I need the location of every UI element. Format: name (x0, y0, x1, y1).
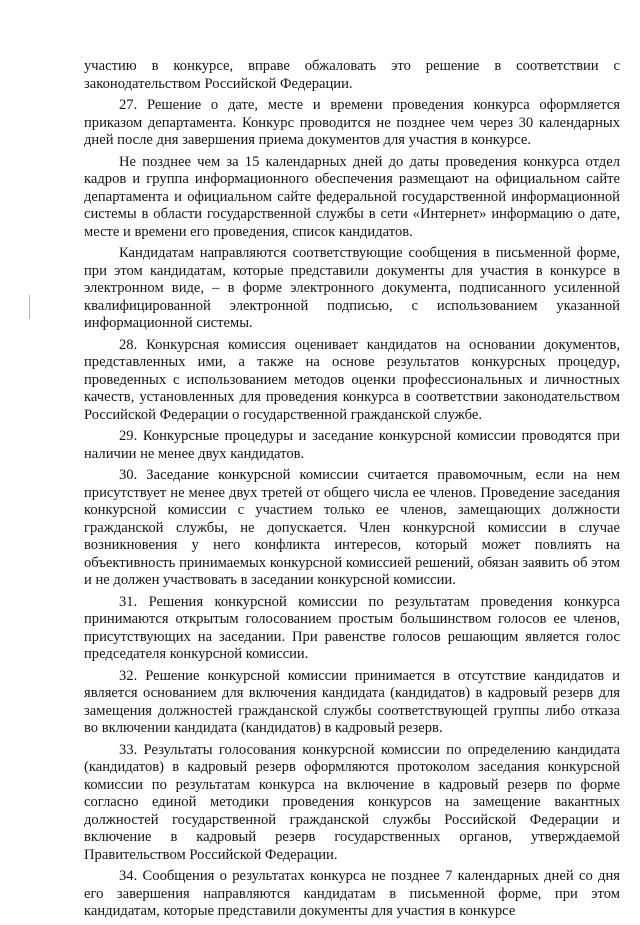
paragraph-27-publication: Не позднее чем за 15 календарных дней до даты проведения конкурса отдел кадров и группа информационного обеспечения размещают на официальном сайте департамента и официальном сайте федеральной государственной информационной системы в области государственной службы в сети «Интернет» информацию о дате, месте и времени его проведения, список кандидатов. (84, 153, 620, 240)
paragraph-29: 29. Конкурсные процедуры и заседание конкурсной комиссии проводятся при наличии не менее двух кандидатов. (84, 428, 620, 462)
margin-mark (29, 295, 30, 319)
paragraph-27: 27. Решение о дате, месте и времени проведения конкурса оформляется приказом департамента. Конкурс проводится не позднее чем через 30 календарных дней после дня завершения приема документов для участия в конкурсе. (84, 97, 620, 148)
paragraph-continuation: участию в конкурсе, вправе обжаловать это решение в соответствии с законодательством Российской Федерации. (84, 58, 620, 92)
paragraph-32: 32. Решение конкурсной комиссии принимается в отсутствие кандидатов и является основанием для включения кандидата (кандидатов) в кадровый резерв для замещения должностей гражданской службы соответствующей группы либо отказа во включении кандидата (кандидатов) в кадровый резерв. (84, 667, 620, 736)
paragraph-34: 34. Сообщения о результатах конкурса не позднее 7 календарных дней со дня его завершения направляются кандидатам в письменной форме, при этом кандидатам, которые представили документы для участия в конкурсе (84, 868, 620, 919)
paragraph-28: 28. Конкурсная комиссия оценивает кандидатов на основании документов, представленных ими, а также на основе результатов конкурсных процедур, проведенных с использованием методов оценки профессиональных и личностных качеств, установленных для проведения конкурса в соответствии законодательством Российской Федерации о государственной гражданской службе. (84, 336, 620, 423)
paragraph-30: 30. Заседание конкурсной комиссии считается правомочным, если на нем присутствует не менее двух третей от общего числа ее членов. Проведение заседания конкурсной комиссии с участием только ее членов, замещающих должности гражданской службы, не допускается. Член конкурсной комиссии в случае возникновения у него конфликта интересов, который может повлиять на объективность принимаемых конкурсной комиссией решений, обязан заявить об этом и не должен участвовать в заседании конкурсной комиссии. (84, 467, 620, 588)
paragraph-27-notification: Кандидатам направляются соответствующие сообщения в письменной форме, при этом кандидатам, которые представили документы для участия в конкурсе в электронном виде, – в форме электронного документа, подписанного усиленной квалифицированной электронной подписью, с использованием указанной информационной системы. (84, 245, 620, 331)
document-body (84, 58, 620, 925)
paragraph-31: 31. Решения конкурсной комиссии по результатам проведения конкурса принимаются открытым голосованием простым большинством голосов ее членов, присутствующих на заседании. При равенстве голосов решающим является голос председателя конкурсной комиссии. (84, 593, 620, 662)
paragraph-33: 33. Результаты голосования конкурсной комиссии по определению кандидата (кандидатов) в кадровый резерв оформляются протоколом заседания конкурсной комиссии по результатам конкурса на включение в кадровый резерв по форме согласно единой методики проведения конкурсов на замещение вакантных должностей государственной гражданской службы Российской Федерации и включение в кадровый резерв государственных органов, утверждаемой Правительством Российской Федерации. (84, 741, 620, 863)
